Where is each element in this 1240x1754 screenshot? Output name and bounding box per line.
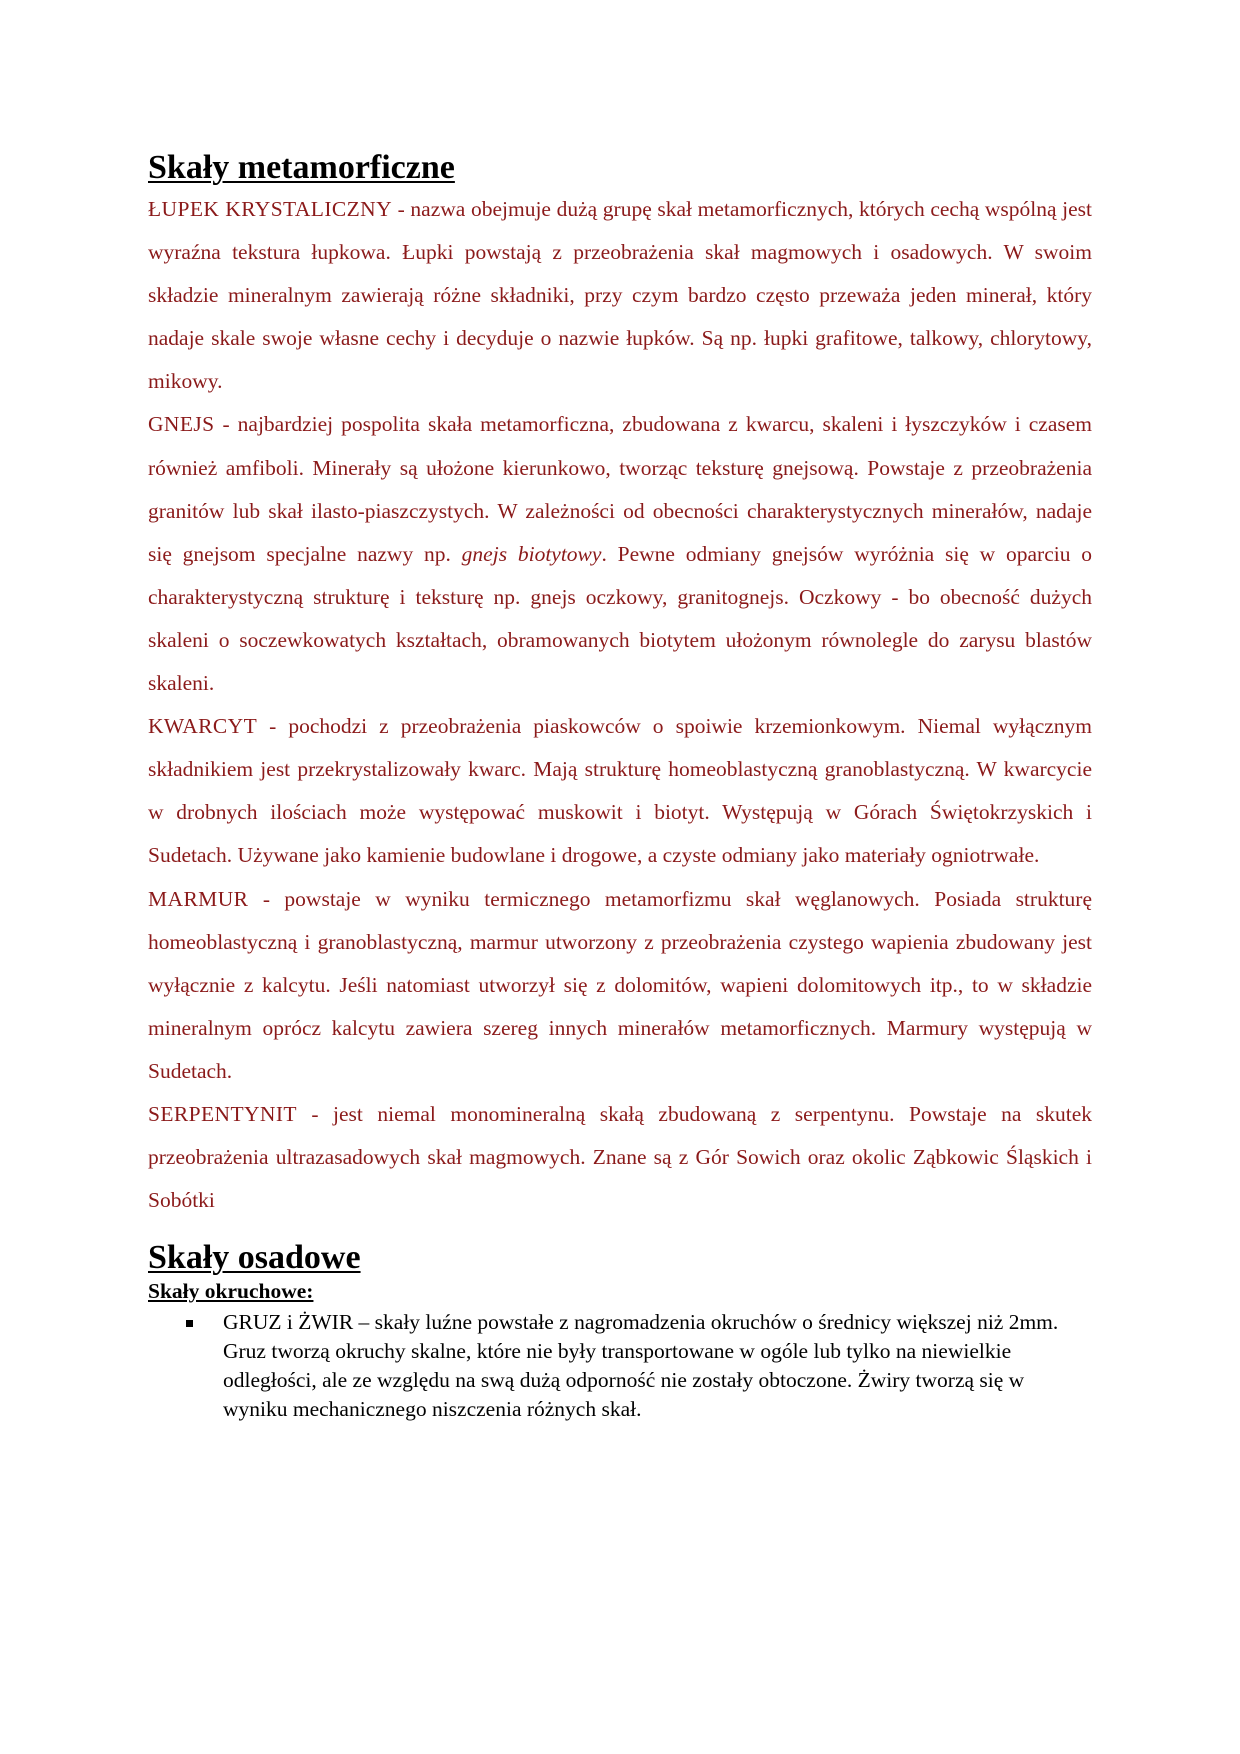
paragraph-gnejs-text-2: . Pewne odmiany gnejsów wyróżnia się w oparciu o charakterystyczną strukturę i teksturę np. gnejs oczkowy, granitognejs. Oczkowy - bo obecność dużych skaleni o soczewkowatych kształtach, obramowanych biotytem ułożonym równolegle do zarysu blastów skaleni.: [148, 541, 1093, 696]
section-title-metamorphic: Skały metamorficzne: [148, 149, 455, 186]
section-title-sedimentary: Skały osadowe: [148, 1239, 361, 1277]
term-kwarcyt: KWARCYT: [148, 714, 258, 739]
paragraph-marmur: [148, 878, 1092, 1093]
clastic-rock-list: [148, 1308, 1092, 1424]
paragraph-gnejs-text-1: - najbardziej pospolita skała metamorficzna, zbudowana z kwarcu, skaleni i łyszczyków i czasem również amfiboli. Minerały są ułożone kierunkowo, tworząc teksturę gnejsową. Powstaje z przeobrażenia granitów lub skał ilasto-piaszczystych. W zależności od obecności charakterystycznych minerałów, nadaje się gnejsom specjalne nazwy np.: [148, 412, 1092, 566]
paragraph-serpentynit: [148, 1093, 1092, 1222]
paragraph-kwarcyt-text: - pochodzi z przeobrażenia piaskowców o spoiwie krzemionkowym. Niemal wyłącznym składnikiem jest przekrystalizowały kwarc. Mają strukturę homeoblastyczną granoblastyczną. W kwarcycie w drobnych ilościach może występować muskowit i biotyt. Występują w Górach Świętokrzyskich i Sudetach. Używane jako kamienie budowlane i drogowe, a czyste odmiany jako materiały ogniotrwałe.: [148, 714, 1092, 868]
term-gnejs: GNEJS: [148, 412, 215, 437]
paragraph-lupek-text: - nazwa obejmuje dużą grupę skał metamorficznych, których cechą wspólną jest wyraźna tekstura łupkowa. Łupki powstają z przeobrażenia skał magmowych i osadowych. W swoim składzie mineralnym zawierają różne składniki, przy czym bardzo często przeważa jeden minerał, który nadaje skale swoje własne cechy i decyduje o nazwie łupków. Są np. łupki grafitowe, talkowy, chlorytowy, mikowy.: [148, 197, 1093, 394]
paragraph-gnejs: [148, 403, 1092, 705]
term-lupek: ŁUPEK KRYSTALICZNY: [148, 197, 393, 221]
subsection-title-clastic: Skały okruchowe:: [148, 1279, 314, 1304]
square-bullet-icon: [186, 1320, 193, 1327]
paragraph-gnejs-italic: gnejs biotytowy: [461, 541, 602, 566]
paragraph-marmur-text: - powstaje w wyniku termicznego metamorfizmu skał węglanowych. Posiada strukturę homeoblastyczną i granoblastyczną, marmur utworzony z przeobrażenia czystego wapienia zbudowany jest wyłącznie z kalcytu. Jeśli natomiast utworzył się z dolomitów, wapieni dolomitowych itp., to w składzie mineralnym oprócz kalcytu zawiera szereg innych minerałów metamorficznych. Marmury występują w Sudetach.: [148, 886, 1092, 1083]
list-item-text: GRUZ i ŻWIR – skały luźne powstałe z nagromadzenia okruchów o średnicy większej niż 2mm. Gruz tworzą okruchy skalne, które nie były transportowane w ogóle lub tylko na niewielkie odległości, ale ze względu na swą dużą odporność nie zostały obtoczone. Żwiry tworzą się w wyniku mechanicznego niszczenia różnych skał.: [223, 1310, 1059, 1422]
paragraph-lupek: [148, 188, 1092, 403]
term-serpentynit: SERPENTYNIT: [148, 1101, 297, 1126]
list-item: [148, 1308, 1093, 1424]
paragraph-kwarcyt: [148, 705, 1092, 877]
document-page: [148, 148, 1092, 1424]
paragraph-serpentynit-text: - jest niemal monomineralną skałą zbudowaną z serpentynu. Powstaje na skutek przeobrażenia ultrazasadowych skał magmowych. Znane są z Gór Sowich oraz okolic Ząbkowic Śląskich i Sobótki: [148, 1101, 1092, 1213]
term-marmur: MARMUR: [148, 886, 249, 911]
